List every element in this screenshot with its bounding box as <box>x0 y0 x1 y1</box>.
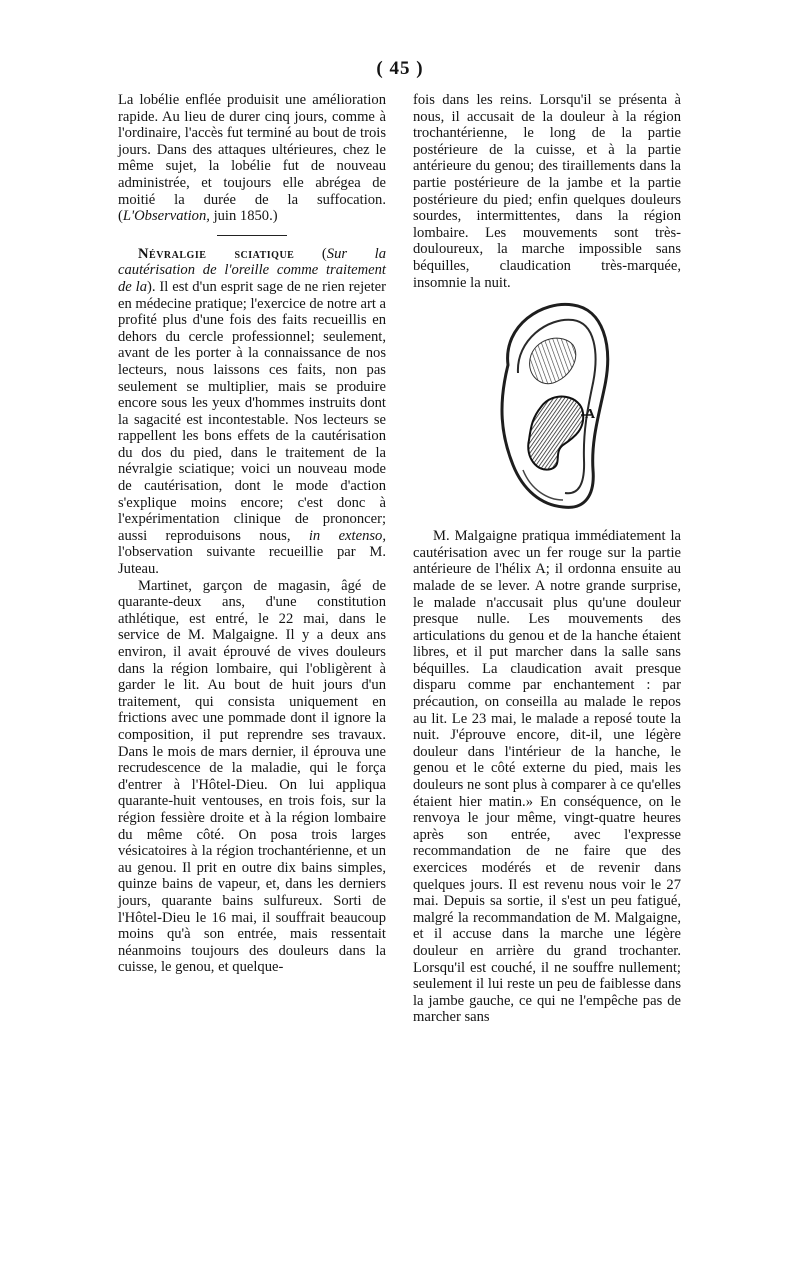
left-column <box>118 92 386 976</box>
ear-illustration-icon <box>413 295 681 520</box>
right-column <box>413 92 681 1026</box>
figure-label-a: A <box>585 407 596 423</box>
source-date: juin 1850.) <box>209 208 278 225</box>
source-citation: L'Observation, <box>122 208 210 225</box>
paragraph-treatment: M. Malgaigne pratiqua immédiatement la cautérisation avec un fer rouge sur la partie antérieure de l'hélix A; il ordonna ensuite au malade de se lever. A notre grande surprise, le malade n'accusait plus qu'une douleur presque nulle. Les mouvements des articulations du genou et de la hanche étaient libres, et il put marcher dans la salle sans béquilles. La claudication avait presque disparu comme par enchantement : par précaution, on conseilla au malade le repos au lit. Le 23 mai, le malade a reposé toute la nuit. J'éprouve encore, dit-il, une légère douleur dans l'intérieur de la hanche, le genou et le côté externe du pied, mais les douleurs ne sont plus à comparer à ce qu'elles étaient hier matin.» En conséquence, on le renvoya le jour même, vingt-quatre heures après son entrée, avec l'expresse recommandation de ne faire que des exercices modérés et de revenir dans quelques jours. Il est revenu nous voir le 27 mai. Depuis sa sortie, il s'est un peu fatigué, malgré la recommandation de M. Malgaigne, et il accuse dans la marche une légère douleur en arrière du grand trochanter. Lorsqu'il est couché, il ne souffre nullement; seulement il lui reste un peu de faiblesse dans la jambe gauche, ce qui ne l'empêche pas de marcher sans <box>413 528 681 1026</box>
section-divider <box>217 235 287 236</box>
ear-figure <box>413 295 681 520</box>
paragraph-observation: Martinet, garçon de magasin, âgé de quarante-deux ans, d'une constitution athlétique, est entré, le 22 mai, dans le service de M. Malgaigne. Il y a deux ans environ, il avait éprouvé de vives douleurs dans la région lombaire, qui l'obligèrent à garder le lit. Au bout de huit jours d'un traitement, qui consista uniquement en frictions avec une pommade dont il ignore la composition, il put reprendre ses travaux. Dans le mois de mars dernier, il éprouva une recrudescence de la maladie, qui le força d'entrer à l'Hôtel-Dieu. On lui appliqua quarante-huit ventouses, en trois fois, sur la région fessière droite et à la région lombaire du même côté. On posa trois larges vésicatoires à la région trochantérienne, et un au genou. Il prit en outre dix bains simples, quinze bains de vapeur, et, dans les derniers jours, quarante bains sulfureux. Sorti de l'Hôtel-Dieu le 16 mai, il souffrait beaucoup moins qu'à son entrée, mais ressentait néanmoins toujours des douleurs dans la cuisse, le genou, et quelque- <box>118 577 386 976</box>
paragraph-nevralgie: Névralgie sciatique (Sur la cautérisation de l'oreille comme traitement de la). Il est d'un esprit sage de ne rien rejeter en médecine pratique; l'exercice de notre art a profité plus d'une fois des faits recueillis en dehors du cercle professionnel; seulement, avant de les porter à la connaissance de nos lecteurs, nous laissons ces faits, non pas seulement se multiplier, mais se produire encore sous les yeux d'hommes instruits dont la sagacité est incontestable. Nos lecteurs se rappellent les bons effets de la cautérisation du dos du pied, dans le traitement de la névralgie sciatique; voici un nouveau mode de cautérisation, dont le mode d'action s'explique moins encore; c'est donc à l'expérimentation clinique de prononcer; aussi reproduisons nous, in extenso, l'observation suivante recueillie par M. Juteau. <box>118 245 387 578</box>
paragraph-lobelie: La lobélie enflée produisit une amélioration rapide. Au lieu de durer cinq jours, comme à l'ordinaire, l'accès fut terminé au bout de trois jours. Dans des attaques ultérieures, chez le même sujet, la lobélie fut de nouveau administrée, et toujours elle abrégea de moitié la durée de la suffocation. (L'Observation, juin 1850.) <box>118 92 386 225</box>
paragraph-symptoms: fois dans les reins. Lorsqu'il se présenta à nous, il accusait de la douleur à la région trochantérienne, le long de la partie postérieure de la cuisse, et à la partie antérieure du genou; des tiraillements dans la partie postérieure de la jambe et la partie postérieure du pied; enfin quelques douleurs sourdes, intermittentes, dans la région lombaire. Les mouvements sont très-douloureux, la marche impossible sans béquilles, claudication très-marquée, insomnie la nuit. <box>413 92 681 291</box>
page-number: ( 45 ) <box>376 58 424 79</box>
section-subtitle: Sur la cautérisation de l'oreille comme traitement de la <box>118 245 386 295</box>
section-heading: Névralgie sciatique <box>138 245 295 262</box>
